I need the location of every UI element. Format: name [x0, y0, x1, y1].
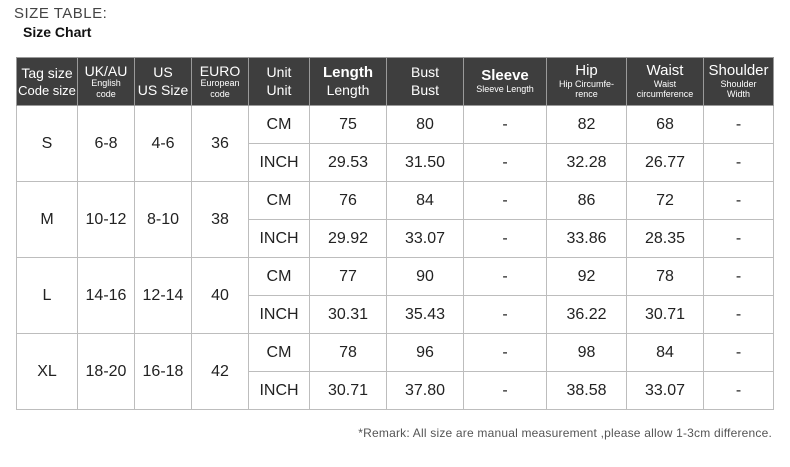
shoulder-cell: - — [704, 296, 774, 334]
header-length-line2: Length — [326, 82, 370, 99]
header-unit-line1: Unit — [266, 64, 292, 81]
header-sleeve-main: Sleeve — [481, 67, 529, 85]
us-size-cell: 8-10 — [135, 182, 192, 258]
header-tag-size — [17, 58, 78, 106]
sleeve-cell: - — [464, 296, 547, 334]
waist-cell: 33.07 — [627, 372, 704, 410]
bust-cell: 33.07 — [387, 220, 464, 258]
header-us — [135, 58, 192, 106]
header-hip-main: Hip — [575, 62, 598, 80]
unit-cell: INCH — [249, 372, 310, 410]
length-cell: 30.71 — [310, 372, 387, 410]
header-row — [17, 58, 774, 106]
shoulder-cell: - — [704, 106, 774, 144]
header-euro — [192, 58, 249, 106]
size-cell: M — [17, 182, 78, 258]
euro-size-cell: 40 — [192, 258, 249, 334]
euro-size-cell: 38 — [192, 182, 249, 258]
unit-cell: INCH — [249, 144, 310, 182]
size-cell: S — [17, 106, 78, 182]
bust-cell: 96 — [387, 334, 464, 372]
header-tag-size-line1: Tag size — [21, 64, 73, 81]
length-cell: 29.53 — [310, 144, 387, 182]
size-cell: XL — [17, 334, 78, 410]
sleeve-cell: - — [464, 106, 547, 144]
length-cell: 78 — [310, 334, 387, 372]
header-shoulder-main: Shoulder — [708, 62, 769, 80]
unit-cell: INCH — [249, 296, 310, 334]
euro-size-cell: 36 — [192, 106, 249, 182]
bust-cell: 31.50 — [387, 144, 464, 182]
us-size-cell: 4-6 — [135, 106, 192, 182]
hip-cell: 82 — [547, 106, 627, 144]
header-us-line2: US Size — [137, 82, 189, 98]
header-waist — [627, 58, 704, 106]
sleeve-cell: - — [464, 258, 547, 296]
header-bust-line1: Bust — [410, 64, 439, 81]
shoulder-cell: - — [704, 144, 774, 182]
header-hip-sub1: Hip Circumfe- — [558, 78, 614, 89]
bust-cell: 35.43 — [387, 296, 464, 334]
hip-cell: 86 — [547, 182, 627, 220]
length-cell: 29.92 — [310, 220, 387, 258]
bust-cell: 90 — [387, 258, 464, 296]
size-chart-table — [16, 57, 774, 410]
header-bust — [387, 58, 464, 106]
table-row-s-cm — [17, 106, 774, 144]
length-cell: 76 — [310, 182, 387, 220]
page-title: SIZE TABLE: — [14, 5, 108, 22]
waist-cell: 78 — [627, 258, 704, 296]
euro-size-cell: 42 — [192, 334, 249, 410]
waist-cell: 28.35 — [627, 220, 704, 258]
header-hip — [547, 58, 627, 106]
waist-cell: 68 — [627, 106, 704, 144]
bust-cell: 37.80 — [387, 372, 464, 410]
unit-cell: CM — [249, 334, 310, 372]
shoulder-cell: - — [704, 182, 774, 220]
header-sleeve-sub: Sleeve Length — [476, 84, 534, 95]
hip-cell: 36.22 — [547, 296, 627, 334]
unit-cell: CM — [249, 106, 310, 144]
shoulder-cell: - — [704, 220, 774, 258]
waist-cell: 72 — [627, 182, 704, 220]
uk-size-cell: 18-20 — [78, 334, 135, 410]
uk-size-cell: 6-8 — [78, 106, 135, 182]
header-length — [310, 58, 387, 106]
us-size-cell: 12-14 — [135, 258, 192, 334]
header-waist-sub2: circumference — [636, 89, 694, 100]
us-size-cell: 16-18 — [135, 334, 192, 410]
header-uk — [78, 58, 135, 106]
sleeve-cell: - — [464, 144, 547, 182]
header-shoulder-sub1: Shoulder — [720, 78, 757, 89]
header-tag-size-line2: Code size — [18, 82, 76, 98]
hip-cell: 98 — [547, 334, 627, 372]
unit-cell: CM — [249, 182, 310, 220]
shoulder-cell: - — [704, 372, 774, 410]
bust-cell: 80 — [387, 106, 464, 144]
unit-cell: CM — [249, 258, 310, 296]
remark-note: *Remark: All size are manual measurement ,please allow 1-3cm difference. — [358, 426, 772, 440]
table-row-l-cm — [17, 258, 774, 296]
header-uk-sub2: code — [96, 88, 116, 99]
hip-cell: 38.58 — [547, 372, 627, 410]
header-hip-sub2: rence — [575, 89, 598, 100]
unit-cell: INCH — [249, 220, 310, 258]
header-waist-sub1: Waist — [653, 78, 677, 89]
uk-size-cell: 10-12 — [78, 182, 135, 258]
shoulder-cell: - — [704, 334, 774, 372]
sleeve-cell: - — [464, 220, 547, 258]
sleeve-cell: - — [464, 334, 547, 372]
header-us-line1: US — [153, 64, 173, 81]
header-uk-main: UK/AU — [84, 62, 128, 79]
hip-cell: 32.28 — [547, 144, 627, 182]
length-cell: 30.31 — [310, 296, 387, 334]
sleeve-cell: - — [464, 372, 547, 410]
header-uk-sub1: English — [91, 78, 121, 89]
header-euro-sub1: European — [200, 78, 240, 89]
table-row-xl-cm — [17, 334, 774, 372]
waist-cell: 84 — [627, 334, 704, 372]
size-cell: L — [17, 258, 78, 334]
header-euro-sub2: code — [210, 88, 230, 99]
header-shoulder-sub2: Width — [726, 89, 750, 100]
header-unit-line2: Unit — [266, 82, 292, 98]
length-cell: 75 — [310, 106, 387, 144]
header-unit — [249, 58, 310, 106]
bust-cell: 84 — [387, 182, 464, 220]
table-row-m-cm — [17, 182, 774, 220]
hip-cell: 92 — [547, 258, 627, 296]
header-shoulder — [704, 58, 774, 106]
shoulder-cell: - — [704, 258, 774, 296]
length-cell: 77 — [310, 258, 387, 296]
waist-cell: 30.71 — [627, 296, 704, 334]
sleeve-cell: - — [464, 182, 547, 220]
uk-size-cell: 14-16 — [78, 258, 135, 334]
page-subtitle: Size Chart — [23, 24, 92, 40]
header-euro-main: EURO — [199, 62, 241, 79]
header-length-line1: Length — [323, 64, 373, 82]
header-bust-line2: Bust — [410, 82, 439, 98]
waist-cell: 26.77 — [627, 144, 704, 182]
header-sleeve — [464, 58, 547, 106]
header-waist-main: Waist — [646, 62, 684, 80]
hip-cell: 33.86 — [547, 220, 627, 258]
